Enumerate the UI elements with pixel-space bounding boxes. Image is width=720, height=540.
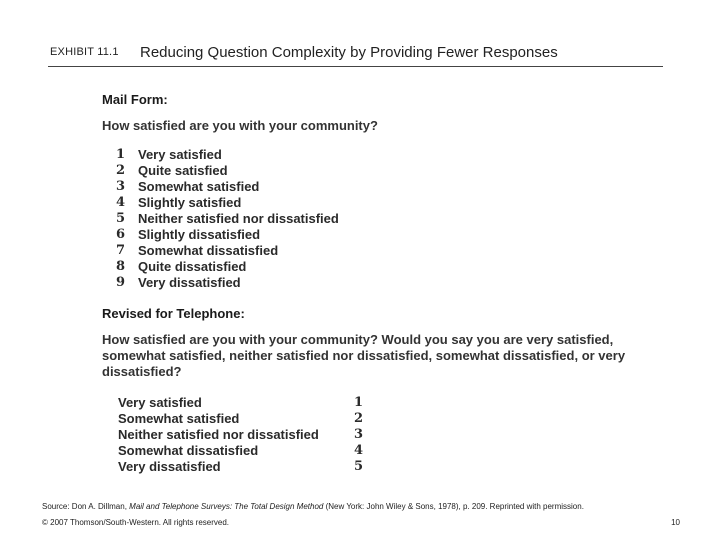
option-label: Very dissatisfied	[118, 459, 221, 474]
telephone-heading: Revised for Telephone:	[102, 306, 245, 321]
page-title: Reducing Question Complexity by Providing Fewer Responses	[140, 44, 558, 61]
option-label: Somewhat dissatisfied	[118, 443, 259, 458]
mail-option	[116, 275, 339, 291]
mail-option	[116, 211, 339, 227]
mail-form-question: How satisfied are you with your community?	[102, 118, 378, 133]
option-label: Neither satisfied nor dissatisfied	[118, 427, 319, 442]
option-number: 5	[116, 211, 126, 226]
option-label: Somewhat satisfied	[118, 411, 240, 426]
mail-option	[116, 243, 339, 259]
mail-option	[116, 259, 339, 275]
mail-option	[116, 163, 339, 179]
mail-form-heading: Mail Form:	[102, 92, 168, 107]
option-label: Quite dissatisfied	[138, 259, 247, 274]
option-number: 3	[354, 427, 364, 442]
option-label: Slightly dissatisfied	[138, 227, 261, 242]
option-label: Very satisfied	[138, 147, 222, 162]
option-number: 3	[116, 179, 126, 194]
mail-form-options	[116, 147, 339, 291]
telephone-option	[118, 443, 368, 459]
source-book-title: Mail and Telephone Surveys: The Total Design Method	[129, 502, 324, 511]
page-number: 10	[671, 518, 680, 527]
option-number: 1	[116, 147, 126, 162]
mail-option	[116, 195, 339, 211]
option-number: 9	[116, 275, 126, 290]
source-citation	[42, 502, 584, 511]
telephone-option	[118, 427, 368, 443]
telephone-option	[118, 459, 368, 475]
option-number: 7	[116, 243, 126, 258]
option-number: 4	[354, 443, 364, 458]
option-label: Neither satisfied nor dissatisfied	[138, 211, 339, 226]
option-number: 2	[354, 411, 364, 426]
option-label: Quite satisfied	[138, 163, 228, 178]
telephone-option	[118, 411, 368, 427]
option-number: 8	[116, 259, 126, 274]
telephone-options	[118, 395, 368, 475]
source-suffix: (New York: John Wiley & Sons, 1978), p. 209. Reprinted with permission.	[323, 502, 584, 511]
option-number: 6	[116, 227, 126, 242]
exhibit-label: EXHIBIT 11.1	[50, 46, 119, 58]
option-number: 2	[116, 163, 126, 178]
mail-option	[116, 147, 339, 163]
option-label: Very satisfied	[118, 395, 202, 410]
telephone-option	[118, 395, 368, 411]
option-label: Slightly satisfied	[138, 195, 242, 210]
header-divider	[48, 66, 663, 67]
source-prefix: Source: Don A. Dillman,	[42, 502, 130, 511]
option-number: 4	[116, 195, 126, 210]
option-number: 5	[354, 459, 364, 474]
telephone-question: How satisfied are you with your community? Would you say you are very satisfied, somewhat satisfied, neither satisfied nor dissatisfied, somewhat dissatisfied, or very dissatisfied?	[102, 332, 626, 379]
mail-option	[116, 227, 339, 243]
option-number: 1	[354, 395, 364, 410]
mail-option	[116, 179, 339, 195]
copyright-notice: © 2007 Thomson/South-Western. All rights reserved.	[42, 518, 230, 527]
option-label: Somewhat dissatisfied	[138, 243, 279, 258]
option-label: Very dissatisfied	[138, 275, 241, 290]
option-label: Somewhat satisfied	[138, 179, 260, 194]
